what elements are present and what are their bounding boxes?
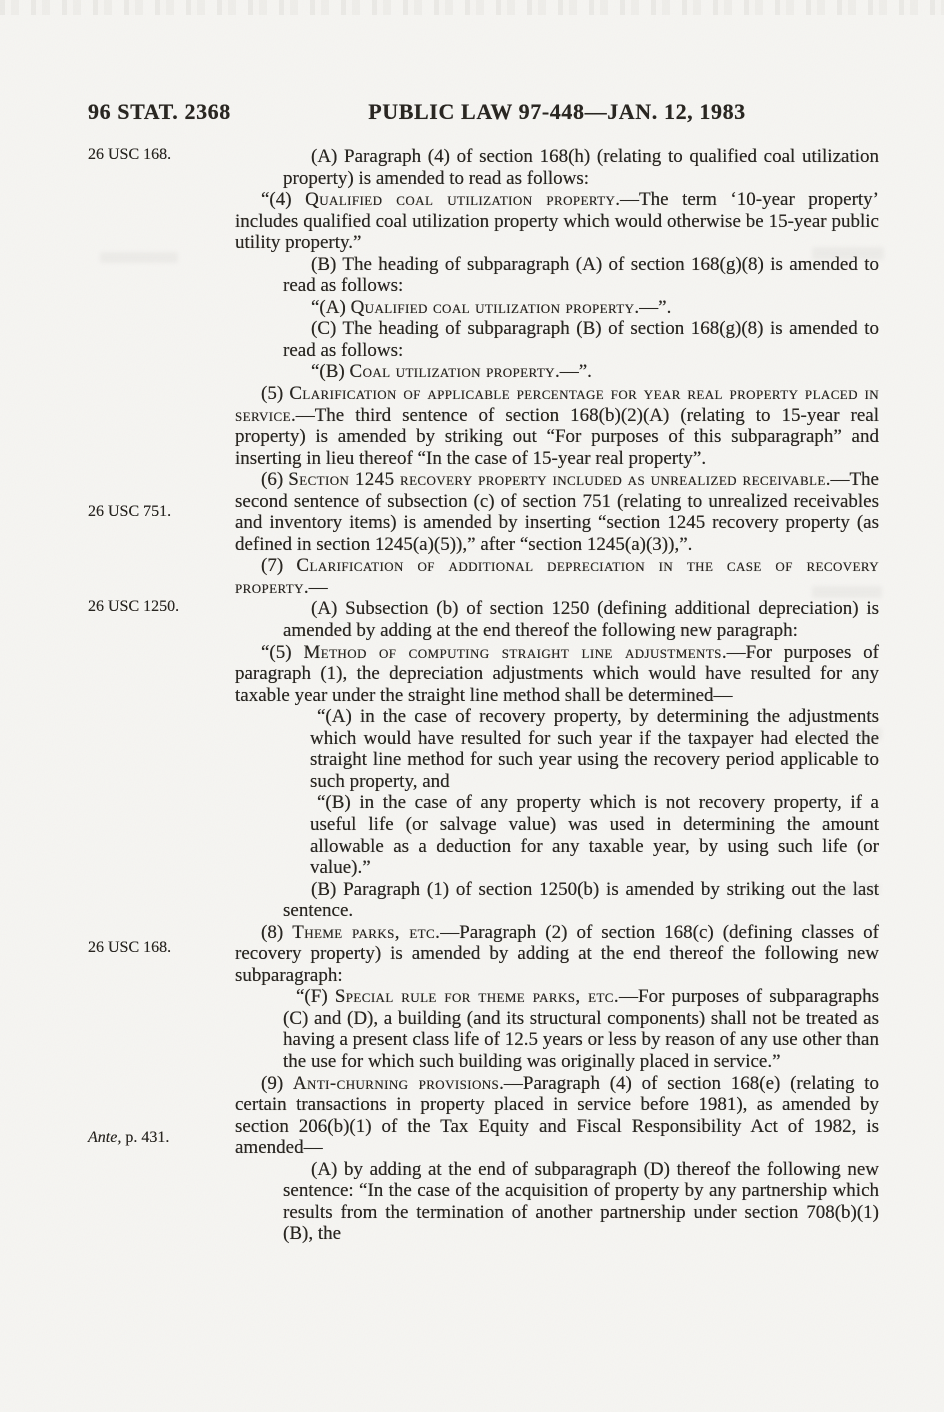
text-segment: Anti-churning provisions — [292, 1072, 500, 1094]
text-segment: (C) The heading of subparagraph (B) of section 168(g)(8) is amended to read as follows: — [283, 318, 879, 361]
text-segment: Coal utilization property — [349, 361, 555, 383]
paragraph — [310, 706, 879, 792]
text-segment: “(4) — [261, 189, 306, 211]
text-segment: .—The term ‘10-year property’ includes qualified coal utilization property which would otherwise be 15-year public utility property.” — [235, 189, 879, 254]
margin-notes — [0, 0, 230, 1412]
text-segment: “(5) — [261, 641, 304, 663]
margin-note — [88, 598, 179, 616]
text-segment: (8) — [261, 921, 293, 943]
text-segment: Qualified coal utilization property — [305, 189, 616, 211]
paragraph — [283, 361, 879, 383]
text-segment: (A) by adding at the end of subparagraph (D) thereof the following new sentence: “In the case of the acquisition of property by any partnership which results from the termination of another partnership under section 708(b)(1)(B), the — [283, 1158, 879, 1245]
paragraph — [283, 879, 879, 922]
text-segment: Method of computing straight line adjustments — [303, 641, 722, 663]
body-text — [235, 146, 879, 1245]
paragraph — [283, 318, 879, 361]
margin-note — [88, 503, 171, 521]
text-segment: .—For purposes of paragraph (1), the depreciation adjustments which would have resulted for any taxable year under the straight line method shall be determined— — [235, 641, 880, 706]
margin-note — [88, 146, 171, 164]
paragraph — [283, 297, 879, 319]
text-segment: —For purposes of subparagraphs (C) and (D), a building (and its structural components) shall not be treated as having a present class life of 12.5 years or less by reason of any use other than the use for which such building was originally placed in service.” — [283, 986, 880, 1072]
paragraph — [283, 598, 879, 641]
text-segment: “(A) in the case of recovery property, by determining the adjustments which would have resulted for such year if the taxpayer had elected the straight line method for such year using the recovery period applicable to such property, and — [310, 706, 879, 792]
text-segment: Section 1245 recovery property included as unrealized receivable — [288, 469, 826, 491]
paragraph — [235, 189, 879, 254]
text-segment: .—”. — [554, 361, 592, 383]
text-segment: “(B) in the case of any property which is not recovery property, if a useful life (or salvage value) was used in determining the amount allowable as a deduction for any taxable year, by using such life (or value).” — [310, 792, 879, 879]
paragraph — [235, 555, 879, 598]
text-segment: Clarification of applicable percentage for year real property placed in service — [235, 383, 879, 426]
paragraph — [283, 1159, 879, 1245]
text-segment: (A) Subsection (b) of section 1250 (defining additional depreciation) is amended by adding at the end thereof the following new paragraph: — [283, 598, 879, 642]
text-segment: Ante, — [88, 1129, 122, 1147]
text-segment: (B) The heading of subparagraph (A) of section 168(g)(8) is amended to read as follows: — [283, 253, 879, 297]
text-segment: .—The third sentence of section 168(b)(2)(A) (relating to 15-year real property) is amended by striking out “For purposes of this subparagraph” and inserting in lieu thereof “In the case of 15-year real property”. — [235, 404, 879, 469]
page-law-heading: PUBLIC LAW 97-448—JAN. 12, 1983 — [368, 99, 746, 124]
text-segment: p. 431. — [121, 1129, 170, 1147]
text-segment: .— — [303, 576, 328, 598]
margin-note — [88, 1129, 169, 1147]
text-segment: .—The second sentence of subsection (c) of section 751 (relating to unrealized receivables and inventory items) is amended by inserting “section 1245 recovery property (as defined in section 1245(a)(5)),” after “section 1245(a)(3)),”. — [235, 469, 879, 555]
text-segment: —Paragraph (2) of section 168(c) (defining classes of recovery property) is amended by adding at the end thereof the following new subparagraph: — [235, 921, 880, 986]
text-segment: (7) — [261, 555, 297, 577]
text-segment: .—Paragraph (4) of section 168(e) (relating to certain transactions in property placed in service before 1981), as amended by section 206(b)(1) of the Tax Equity and Fiscal Responsibility Act of 1982, is amended— — [235, 1072, 879, 1159]
page-stat-number: 96 STAT. 2368 — [88, 99, 231, 124]
text-segment: Theme parks, etc. — [292, 921, 441, 943]
text-segment: 26 USC 1250. — [88, 598, 180, 615]
text-segment: (9) — [261, 1072, 293, 1094]
paragraph — [235, 922, 879, 987]
text-segment: “(F) — [296, 986, 335, 1008]
text-segment: .—”. — [634, 296, 672, 318]
text-segment: Qualified coal utilization property — [350, 296, 635, 318]
text-segment: “(B) — [311, 361, 350, 383]
paragraph — [235, 642, 879, 707]
paragraph — [283, 254, 879, 297]
text-segment: 26 USC 168. — [88, 146, 172, 163]
margin-note — [88, 939, 171, 957]
text-segment: (5) — [261, 383, 290, 405]
text-segment: (6) — [261, 469, 289, 491]
paragraph — [310, 792, 879, 878]
paragraph — [283, 986, 879, 1072]
text-segment: 26 USC 751. — [88, 503, 172, 521]
paragraph — [235, 383, 879, 469]
paragraph — [283, 146, 879, 189]
text-segment: (B) Paragraph (1) of section 1250(b) is amended by striking out the last sentence. — [283, 878, 879, 922]
text-segment: “(A) — [311, 296, 351, 318]
text-segment: (A) Paragraph (4) of section 168(h) (relating to qualified coal utilization property) is amended to read as follows: — [283, 146, 879, 189]
paragraph — [235, 469, 879, 555]
text-segment: 26 USC 168. — [88, 939, 172, 957]
text-segment: Clarification of additional depreciation in the case of recovery property — [235, 555, 880, 598]
text-segment: Special rule for theme parks, etc. — [334, 986, 620, 1008]
paragraph — [235, 1073, 879, 1159]
